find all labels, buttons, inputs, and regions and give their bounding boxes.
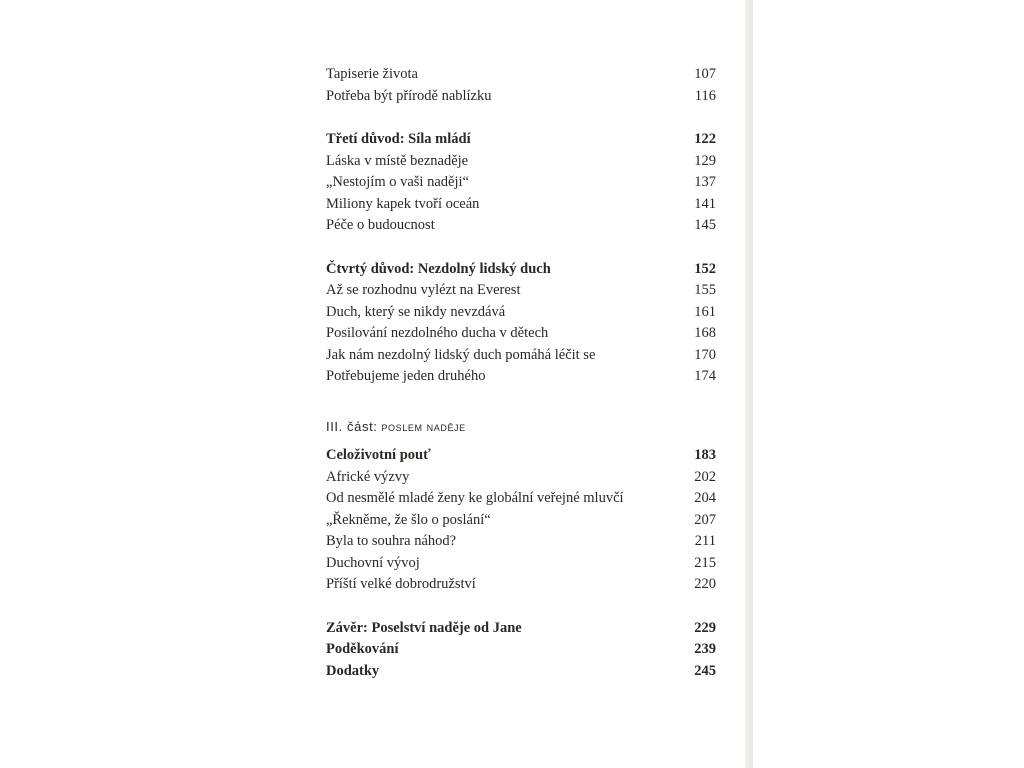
toc-entry-title: „Nestojím o vaši naději“ bbox=[326, 174, 469, 190]
toc-entry bbox=[326, 194, 716, 216]
toc-entry-title: Duchovní vývoj bbox=[326, 554, 420, 571]
toc-entry-title: Potřeba být přírodě nablízku bbox=[326, 87, 492, 104]
part-number: III. část: bbox=[326, 418, 378, 434]
toc-chapter bbox=[326, 445, 716, 467]
page-edge bbox=[745, 0, 753, 768]
part-heading bbox=[326, 416, 716, 438]
toc-entry bbox=[326, 531, 716, 553]
toc-entry bbox=[326, 215, 716, 237]
toc-entry-page: 155 bbox=[694, 282, 716, 298]
toc-entry-title: Péče o budoucnost bbox=[326, 217, 435, 233]
toc-chapter-title: Dodatky bbox=[326, 662, 380, 679]
toc-entry-title: Příští velké dobrodružství bbox=[326, 576, 476, 592]
toc-entry-page: 204 bbox=[694, 490, 716, 506]
toc-entry-page: 107 bbox=[694, 66, 716, 82]
toc-entry bbox=[326, 323, 716, 345]
toc-entry-page: 137 bbox=[694, 174, 716, 190]
toc-entry bbox=[326, 345, 716, 367]
toc-chapter-title: Třetí důvod: Síla mládí bbox=[326, 131, 471, 147]
toc-entry bbox=[326, 302, 716, 324]
toc-entry-title: Tapiserie života bbox=[326, 66, 418, 82]
toc-chapter-title: Čtvrtý důvod: Nezdolný lidský duch bbox=[326, 260, 551, 277]
toc-chapter-page: 152 bbox=[694, 260, 716, 277]
toc-entry bbox=[326, 488, 716, 510]
table-of-contents bbox=[326, 64, 716, 682]
toc-entry-page: 215 bbox=[694, 554, 716, 571]
toc-entry-page: 168 bbox=[694, 325, 716, 341]
toc-entry-title: Africké výzvy bbox=[326, 468, 410, 485]
toc-entry bbox=[326, 510, 716, 532]
toc-entry bbox=[326, 280, 716, 302]
toc-entry-title: Posilování nezdolného ducha v dětech bbox=[326, 325, 549, 341]
toc-entry bbox=[326, 574, 716, 596]
toc-entry-page: 116 bbox=[694, 87, 716, 104]
toc-chapter-page: 239 bbox=[694, 641, 716, 657]
toc-entry-title: Duch, který se nikdy nevzdává bbox=[326, 303, 506, 320]
toc-chapter bbox=[326, 639, 716, 661]
toc-entry bbox=[326, 151, 716, 173]
part-name: poslem naděje bbox=[381, 419, 466, 434]
toc-entry bbox=[326, 467, 716, 489]
toc-entry-title: Láska v místě beznaděje bbox=[326, 152, 469, 169]
toc-entry-page: 170 bbox=[694, 346, 716, 363]
toc-chapter-title: Celoživotní pouť bbox=[326, 447, 431, 463]
toc-chapter bbox=[326, 129, 716, 151]
toc-entry-page: 220 bbox=[694, 576, 716, 592]
toc-chapter-page: 183 bbox=[694, 447, 716, 463]
toc-entry bbox=[326, 553, 716, 575]
toc-chapter bbox=[326, 661, 716, 683]
toc-entry bbox=[326, 64, 716, 86]
toc-entry-title: Od nesmělé mladé ženy ke globální veřejné mluvčí bbox=[326, 490, 624, 506]
toc-chapter bbox=[326, 259, 716, 281]
toc-entry-page: 129 bbox=[694, 152, 716, 169]
toc-entry-page: 207 bbox=[694, 511, 716, 528]
toc-chapter-title: Poděkování bbox=[326, 641, 399, 657]
toc-entry bbox=[326, 172, 716, 194]
toc-entry-page: 202 bbox=[694, 468, 716, 485]
toc-entry-page: 141 bbox=[694, 195, 716, 212]
toc-entry-title: Byla to souhra náhod? bbox=[326, 533, 457, 549]
toc-entry-title: Až se rozhodnu vylézt na Everest bbox=[326, 282, 521, 298]
toc-entry-title: Potřebujeme jeden druhého bbox=[326, 368, 486, 384]
toc-entry-title: „Řekněme, že šlo o poslání“ bbox=[326, 511, 491, 528]
toc-entry bbox=[326, 86, 716, 108]
toc-entry-page: 145 bbox=[694, 217, 716, 233]
toc-chapter bbox=[326, 618, 716, 640]
toc-entry-title: Jak nám nezdolný lidský duch pomáhá léčit se bbox=[326, 346, 596, 363]
toc-entry-page: 161 bbox=[694, 303, 716, 320]
toc-entry-page: 211 bbox=[694, 533, 716, 549]
toc-entry-page: 174 bbox=[694, 368, 716, 384]
toc-chapter-page: 229 bbox=[694, 619, 716, 636]
toc-chapter-page: 245 bbox=[694, 662, 716, 679]
toc-entry-title: Miliony kapek tvoří oceán bbox=[326, 195, 480, 212]
toc-entry bbox=[326, 366, 716, 388]
toc-chapter-title: Závěr: Poselství naděje od Jane bbox=[326, 619, 522, 636]
toc-chapter-page: 122 bbox=[694, 131, 716, 147]
